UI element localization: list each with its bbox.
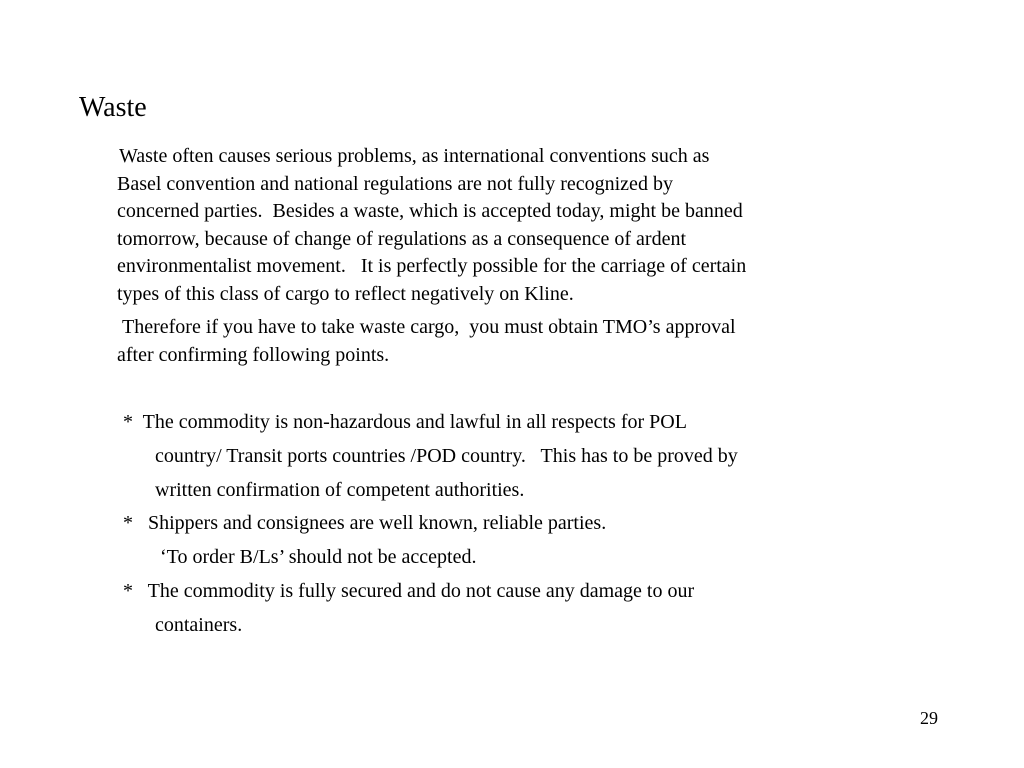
bullet-list [117,406,967,643]
bullet-line: * The commodity is non-hazardous and lawful in all respects for POL [123,411,687,433]
bullet-line: country/ Transit ports countries /POD country. This has to be proved by [155,444,738,467]
bullet-line: containers. [155,613,243,636]
page-number: 29 [920,708,938,728]
bullet-line: * Shippers and consignees are well known, reliable parties. [123,512,607,535]
paragraph-line: types of this class of cargo to reflect negatively on Kline. [117,282,574,305]
body-text [117,143,947,369]
bullet-line: written confirmation of competent authorities. [155,478,525,501]
paragraph-line: tomorrow, because of change of regulations as a consequence of ardent [117,227,687,250]
slide-title: Waste [79,92,147,123]
paragraph-line: Waste often causes serious problems, as international conventions such as [119,145,710,167]
bullet-line: ‘To order B/Ls’ should not be accepted. [160,546,477,569]
paragraph-line: after confirming following points. [117,343,390,366]
paragraph-line: environmentalist movement. It is perfectly possible for the carriage of certain [117,255,747,277]
paragraph-line: Therefore if you have to take waste cargo, you must obtain TMO’s approval [122,316,736,338]
paragraph-line: concerned parties. Besides a waste, which is accepted today, might be banned [117,200,743,222]
bullet-line: * The commodity is fully secured and do not cause any damage to our [123,579,695,602]
paragraph-line: Basel convention and national regulations are not fully recognized by [117,172,673,195]
